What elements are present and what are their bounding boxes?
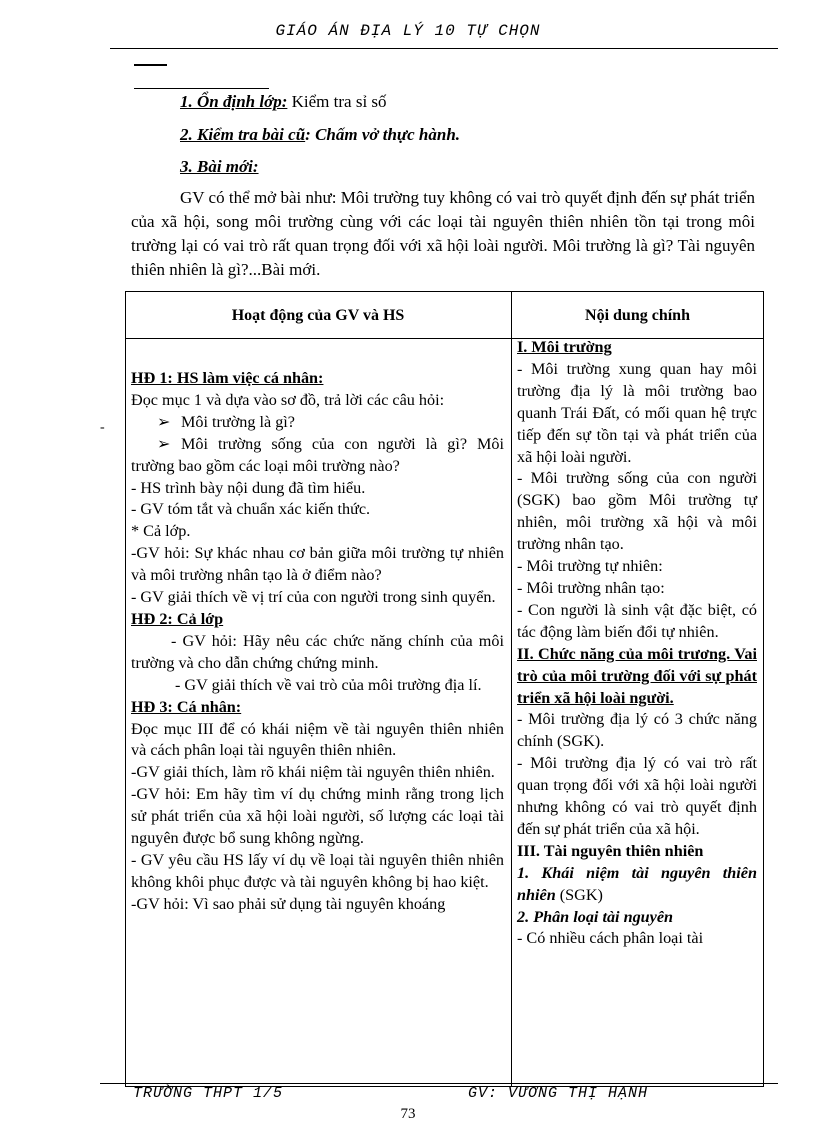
content-column [517, 337, 757, 950]
section-3-title: III. Tài nguyên thiên nhiên [517, 841, 704, 860]
content-line: - Môi trường sống của con người (SGK) bao gồm Môi trường tự nhiên, môi trường xã hội và môi trường nhân tạo. [517, 469, 757, 554]
step-1-text: Kiểm tra sỉ số [287, 92, 387, 111]
activity-line: -GV giải thích, làm rõ khái niệm tài nguyên thiên nhiên. [131, 763, 495, 782]
content-line: - Môi trường tự nhiên: [517, 557, 663, 576]
content-line: - Môi trường địa lý có 3 chức năng chính (SGK). [517, 710, 757, 751]
activity-line: -GV hỏi: Vì sao phải sử dụng tài nguyên khoáng [131, 894, 446, 913]
header-divider [110, 48, 778, 49]
activity-line: - GV tóm tắt và chuẩn xác kiến thức. [131, 500, 371, 519]
arrow-bullet-icon: ➢ [157, 434, 171, 453]
step-2-text: : Chấm vở thực hành. [305, 125, 461, 144]
activity-line: Đọc mục III để có khái niệm về tài nguyên thiên nhiên và cách phân loại tài nguyên thiên nhiên. [131, 719, 504, 760]
decorative-line [134, 88, 269, 89]
section-1-title: I. Môi trường [517, 338, 612, 356]
content-line: - Môi trường xung quan hay môi trường địa lý là môi trường bao quanh Trái Đất, có mối quan hệ trực tiếp đến sự tồn tại và phát triển của xã hội loài người. [517, 359, 757, 466]
table-column-divider [511, 291, 512, 1087]
arrow-bullet-icon: ➢ [157, 412, 171, 431]
activity-line: Đọc mục 1 và dựa vào sơ đồ, trả lời các câu hỏi: [131, 390, 445, 409]
bullet-text: Môi trường là gì? [181, 412, 295, 431]
bullet-item [131, 412, 504, 434]
footer-divider [100, 1083, 778, 1084]
margin-mark: - [100, 420, 105, 435]
hd2-title: HĐ 2: Cả lớp [131, 609, 224, 628]
section-3-sub2: 2. Phân loại tài nguyên [517, 907, 674, 926]
activity-line: -GV hỏi: Sự khác nhau cơ bản giữa môi trường tự nhiên và môi trường nhân tạo là ở điểm nào? [131, 544, 504, 585]
page-number: 73 [400, 1106, 416, 1122]
step-3 [180, 157, 259, 177]
decorative-bar [134, 64, 167, 66]
footer-teacher: GV: VƯƠNG THỊ HẠNH [468, 1085, 649, 1102]
activity-line: - GV giải thích về vai trò của môi trường địa lí. [175, 675, 482, 694]
content-line: - Môi trường địa lý có vai trò rất quan trọng đối với xã hội loài người nhưng không có vai trò quyết định đến sự phát triển của xã hội. [517, 754, 757, 838]
content-line: - Môi trường nhân tạo: [517, 578, 665, 597]
activity-line: - GV hỏi: Hãy nêu các chức năng chính của môi trường và cho dẫn chứng chứng minh. [131, 631, 504, 672]
hd1-title: HĐ 1: HS làm việc cá nhân: [131, 369, 324, 387]
bullet-item [131, 434, 504, 478]
intro-paragraph: GV có thể mở bài như: Môi trường tuy không có vai trò quyết định đến sự phát triển của xã hội, song môi trường cùng với các loại tài nguyên thiên nhiên tồn tại trong môi trường lại có vai trò rất quan trọng đối với xã hội loài người. Môi trường là gì? Tài nguyên thiên nhiên là gì?...Bài mới. [131, 188, 755, 279]
bullet-text: Môi trường sống của con người là gì? Môi trường bao gồm các loại môi trường nào? [131, 434, 504, 475]
step-2-label: 2. Kiểm tra bài cũ [180, 125, 306, 144]
section-2-title: II. Chức năng của môi trương. Vai trò của môi trường đối với sự phát triển xã hội loài người. [517, 644, 757, 707]
hd3-title: HĐ 3: Cá nhân: [131, 697, 242, 716]
activity-line: * Cả lớp. [131, 522, 191, 541]
content-line: - Con người là sinh vật đặc biệt, có tác động làm biến đổi tự nhiên. [517, 600, 757, 641]
step-1-label: 1. Ổn định lớp: [180, 92, 288, 111]
table-header-activities: Hoạt động của GV và HS [231, 307, 405, 324]
page-header-title: GIÁO ÁN ĐỊA LÝ 10 TỰ CHỌN [275, 22, 541, 40]
activity-line: -GV hỏi: Em hãy tìm ví dụ chứng minh rằng trong lịch sử phát triển của xã hội loài người, số lượng các loại tài nguyên được bổ sung không ngừng. [131, 785, 504, 848]
section-3-sub1 [517, 863, 757, 907]
step-3-label: 3. Bài mới: [180, 157, 259, 176]
step-1 [180, 92, 387, 112]
activity-line: - HS trình bày nội dung đã tìm hiểu. [131, 478, 366, 497]
activity-line: - GV giải thích về vị trí của con người trong sinh quyển. [131, 588, 496, 607]
activity-line: - GV yêu cầu HS lấy ví dụ về loại tài nguyên thiên nhiên không khôi phục được và tài nguyên không bị hao kiệt. [131, 850, 504, 891]
activities-column [131, 368, 504, 916]
sub1-label: 1. Khái niệm tài nguyên thiên nhiên [517, 863, 757, 904]
content-line: - Có nhiều cách phân loại tài [517, 929, 704, 948]
sub1-rest: (SGK) [555, 885, 603, 904]
table-header-content: Nội dung chính [585, 307, 690, 324]
footer-school: TRƯỜNG THPT 1/5 [133, 1085, 284, 1102]
step-2 [180, 125, 460, 145]
